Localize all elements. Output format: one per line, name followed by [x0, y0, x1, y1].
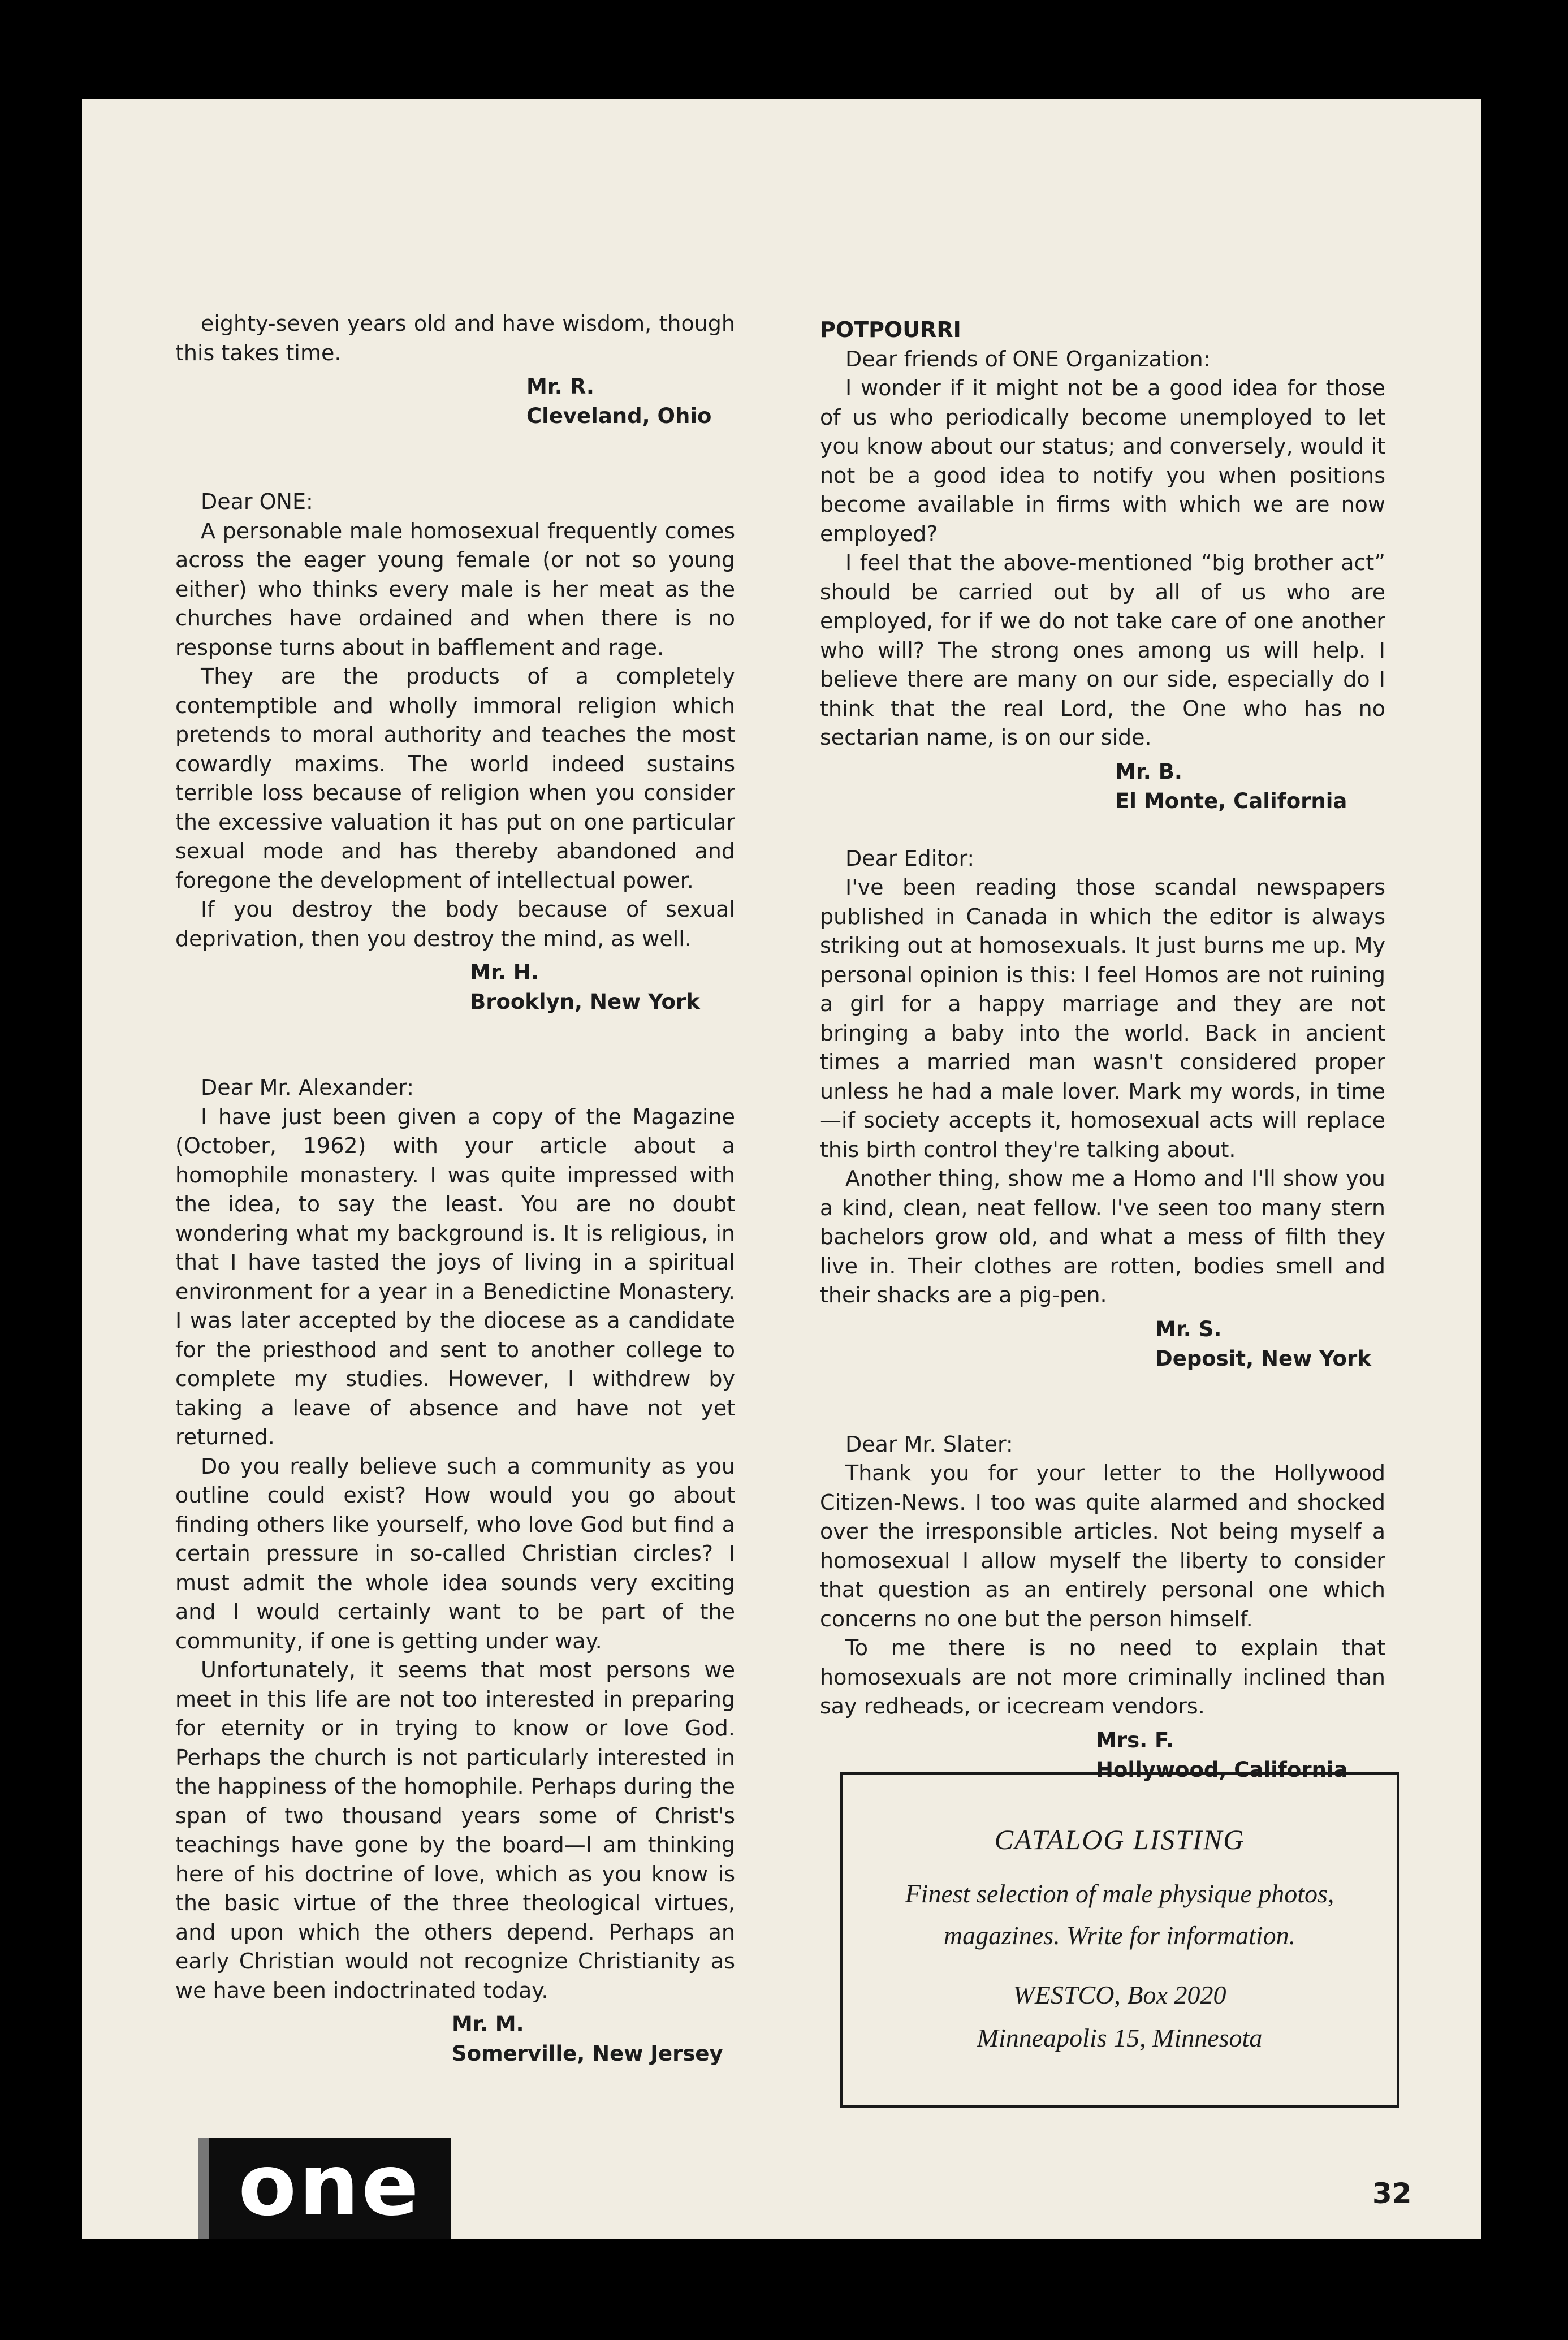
signature-mr-s: [1155, 1315, 1385, 1374]
paragraph: To me there is no need to explain that homosexuals are not more criminally inclined than say redheads, or icecream vendors.: [820, 1635, 1385, 1719]
ad-address-line: WESTCO, Box 2020: [1013, 1980, 1226, 2009]
page-number: 32: [1372, 2177, 1412, 2210]
salutation: Dear ONE:: [201, 489, 313, 514]
ad-title: CATALOG LISTING: [994, 1824, 1245, 1855]
signature-mr-m: [452, 2010, 735, 2069]
right-column: [820, 316, 1385, 1785]
magazine-page: [82, 99, 1481, 2239]
signature-place: Brooklyn, New York: [470, 990, 700, 1014]
paragraph: I have just been given a copy of the Magazine (October, 1962) with your article about a homophile monastery. I was quite impressed with the idea, to say the least. You are no doubt wondering what my background is. It is religious, in that I have tasted the joys of living in a spiritual environment for a year in a Benedictine Monastery. I was later accepted by the diocese as a candidate for the priesthood and sent to another college to complete my studies. However, I withdrew by taking a leave of absence and have not yet returned.: [175, 1104, 735, 1449]
signature-name: Mr. H.: [470, 960, 539, 985]
signature-place: Deposit, New York: [1155, 1346, 1371, 1371]
paragraph: A personable male homosexual frequently comes across the eager young female (or not so young either) who thinks every male is her meat as the churches have ordained and when there is no response turns about in bafflement and rage.: [175, 518, 735, 660]
signature-name: Mr. R.: [526, 374, 594, 399]
signature-name: Mr. M.: [452, 2012, 524, 2036]
ad-address-line: Minneapolis 15, Minnesota: [977, 2023, 1263, 2052]
paragraph: Thank you for your letter to the Hollywood Citizen-News. I too was quite alarmed and shocked over the irresponsible articles. Not being myself a homosexual I allow myself the liberty to consider that question as an entirely personal one which concerns no one but the person himself.: [820, 1461, 1385, 1631]
signature-name: Mr. S.: [1155, 1316, 1222, 1341]
ad-body: [843, 1873, 1397, 1957]
spacer: [175, 1017, 735, 1073]
paragraph: Do you really believe such a community as you outline could exist? How would you go about finding others like yourself, who love God but find a certain pressure in so-called Christian circles? I must admit the whole idea sounds very exciting and I would certainly want to be part of the community, if one is getting under way.: [175, 1453, 735, 1653]
signature-mr-h: [470, 958, 735, 1017]
salutation: Dear friends of ONE Organization:: [845, 346, 1211, 372]
salutation: Dear Mr. Slater:: [845, 1431, 1013, 1457]
paragraph: I wonder if it might not be a good idea for those of us who periodically become unemployed to let you know about our status; and conversely, would it not be a good idea to notify you when positions become available in firms with which we are now employed?: [820, 375, 1385, 546]
section-heading: POTPOURRI: [820, 317, 961, 342]
one-magazine-logo: one: [198, 2138, 451, 2239]
signature-place: Cleveland, Ohio: [526, 404, 712, 428]
signature-mr-b: [1115, 757, 1385, 816]
paragraph: If you destroy the body because of sexual deprivation, then you destroy the mind, as well.: [175, 897, 735, 951]
salutation: Dear Editor:: [845, 845, 975, 871]
paragraph: Another thing, show me a Homo and I'll show you a kind, clean, neat fellow. I've seen too many stern bachelors grow old, and what a mess of filth they live in. Their clothes are rotten, bodies smell and their shacks are a pig-pen.: [820, 1166, 1385, 1307]
signature-mr-r: [526, 372, 735, 431]
paragraph: Unfortunately, it seems that most persons we meet in this life are not too interested in preparing for eternity or in trying to know or love God. Perhaps the church is not particularly interested in the happiness of the homophile. Perhaps during the span of two thousand years some of Christ's teachings have gone by the board—I am thinking here of his doctrine of love, which as you know is the basic virtue of the three theological virtues, and upon which the others depend. Perhaps an early Christian would not recognize Christianity as we have been indoctrinated today.: [175, 1657, 735, 2003]
catalog-advertisement: [840, 1772, 1399, 2108]
spacer: [820, 816, 1385, 844]
spacer: [175, 431, 735, 487]
signature-place: Somerville, New Jersey: [452, 2041, 723, 2066]
paragraph: I've been reading those scandal newspapers published in Canada in which the editor is always striking out at homosexuals. It just burns me up. My personal opinion is this: I feel Homos are not ruining a girl for a happy marriage and they are not bringing a baby into the world. Back in ancient times a married man wasn't considered proper unless he had a male lover. Mark my words, in time—if society accepts it, homosexual acts will replace this birth control they're talking about.: [820, 875, 1385, 1162]
signature-place: Hollywood, California: [1096, 1757, 1348, 1782]
signature-name: Mrs. F.: [1096, 1728, 1174, 1752]
spacer: [820, 1374, 1385, 1430]
salutation: Dear Mr. Alexander:: [201, 1075, 414, 1100]
letter-continuation: eighty-seven years old and have wisdom, though this takes time.: [175, 311, 735, 365]
paragraph: They are the products of a completely contemptible and wholly immoral religion which pretends to moral authority and teaches the most cowardly maxims. The world indeed sustains terrible loss because of religion when you consider the excessive valuation it has put on one particular sexual mode and has thereby abandoned and foregone the development of intellectual power.: [175, 664, 735, 893]
ad-address: [843, 1974, 1397, 2060]
ad-body-line: Finest selection of male physique photos,: [905, 1879, 1334, 1908]
signature-place: El Monte, California: [1115, 788, 1347, 813]
ad-body-line: magazines. Write for information.: [943, 1921, 1296, 1950]
paragraph: I feel that the above-mentioned “big brother act” should be carried out by all of us who are employed, for if we do not take care of one another who will? The strong ones among us will help. I believe there are many on our side, especially do I think that the real Lord, the One who has no sectarian name, is on our side.: [820, 550, 1385, 750]
signature-name: Mr. B.: [1115, 759, 1182, 784]
left-column: [175, 309, 735, 2069]
